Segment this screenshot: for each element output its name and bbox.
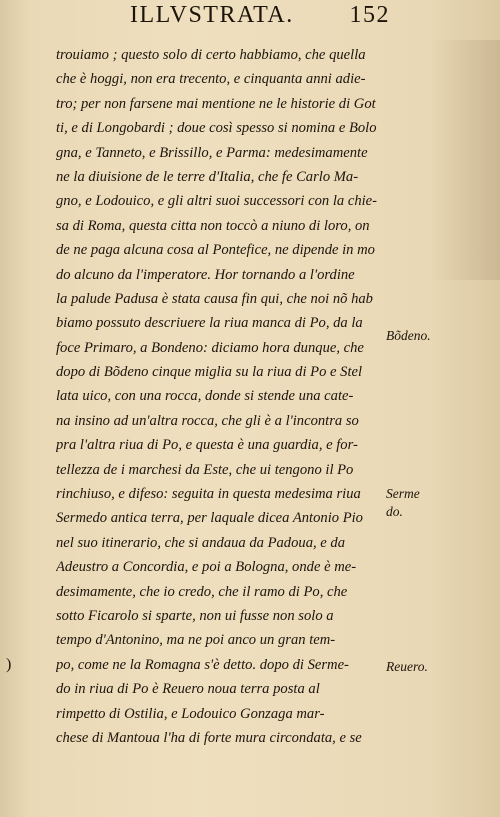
text-line: trouiamo ; questo solo di certo habbiamo, che quella xyxy=(56,47,366,63)
left-margin-mark: ) xyxy=(6,656,12,673)
text-line: la palude Padusa è stata causa fin qui, che noi nõ hab xyxy=(56,290,373,307)
margin-note-bodeno xyxy=(386,327,476,345)
margin-note-line: Bõdeno. xyxy=(386,328,431,343)
text-line: de ne paga alcuna cosa al Pontefice, ne dipende in mo xyxy=(56,242,375,259)
text-line: ti, e di Longobardi ; doue così spesso si nomina e Bolo xyxy=(56,120,377,137)
text-line: Sermedo antica terra, per laquale dicea Antonio Pio xyxy=(56,510,363,527)
text-line: desimamente, che io credo, che il ramo di Po, che xyxy=(56,583,348,600)
text-line: foce Primaro, a Bondeno: diciamo hora dunque, che xyxy=(56,339,364,356)
text-line: gno, e Lodouico, e gli altri suoi successori con la chie- xyxy=(56,193,378,210)
page-header xyxy=(130,2,390,36)
text-line: nel suo itinerario, che si andaua da Padoua, e da xyxy=(56,534,346,551)
show-through-shadow xyxy=(430,40,500,280)
text-line: tellezza de i marchesi da Este, che ui tengono il Po xyxy=(56,461,354,478)
margin-note-reuero xyxy=(386,658,476,676)
text-line: dopo di Bõdeno cinque miglia su la riua di Po e Stel xyxy=(56,364,363,381)
text-line: rimpetto di Ostilia, e Lodouico Gonzaga mar- xyxy=(56,705,325,722)
body-text xyxy=(56,43,380,750)
text-line: che è hoggi, non era trecento, e cinquanta anni adie- xyxy=(56,71,366,88)
text-line: do in riua di Po è Reuero noua terra posta al xyxy=(56,681,320,698)
text-line: gna, e Tanneto, e Brissillo, e Parma: medesimamente xyxy=(56,144,368,161)
margin-note-line: Reuero. xyxy=(386,659,428,674)
text-line: sotto Ficarolo si sparte, non ui fusse non solo a xyxy=(56,607,334,624)
text-line: do alcuno da l'imperatore. Hor tornando a l'ordine xyxy=(56,266,355,283)
text-line: sa di Roma, questa citta non toccò a niuno di loro, on xyxy=(56,217,370,234)
running-title: ILLVSTRATA. xyxy=(130,2,294,28)
text-line: biamo possuto descriuere la riua manca di Po, da la xyxy=(56,315,363,332)
text-line: lata uico, con una rocca, donde si stende una cate- xyxy=(56,388,354,405)
text-line: tempo d'Antonino, ma ne poi anco un gran tem- xyxy=(56,632,336,649)
text-line: ne la diuisione de le terre d'Italia, che fe Carlo Ma- xyxy=(56,168,359,185)
text-line: po, come ne la Romagna s'è detto. dopo di Serme- xyxy=(56,656,349,673)
margin-note-line: do. xyxy=(386,504,403,519)
text-line: chese di Mantoua l'ha di forte mura circondata, e se xyxy=(56,729,362,746)
page-number: 152 xyxy=(349,2,390,28)
text-line: na insino ad un'altra rocca, che gli è a l'incontra so xyxy=(56,412,359,429)
margin-note-line: Serme xyxy=(386,486,420,501)
text-line: Adeustro a Concordia, e poi a Bologna, onde è me- xyxy=(56,559,357,576)
text-line: pra l'altra riua di Po, e questa è una guardia, e for- xyxy=(56,437,358,454)
text-line: rinchiuso, e difeso: seguita in questa medesima riua xyxy=(56,486,361,503)
text-line: tro; per non farsene mai mentione ne le historie di Got xyxy=(56,95,376,112)
margin-note-sermedo xyxy=(386,485,476,521)
